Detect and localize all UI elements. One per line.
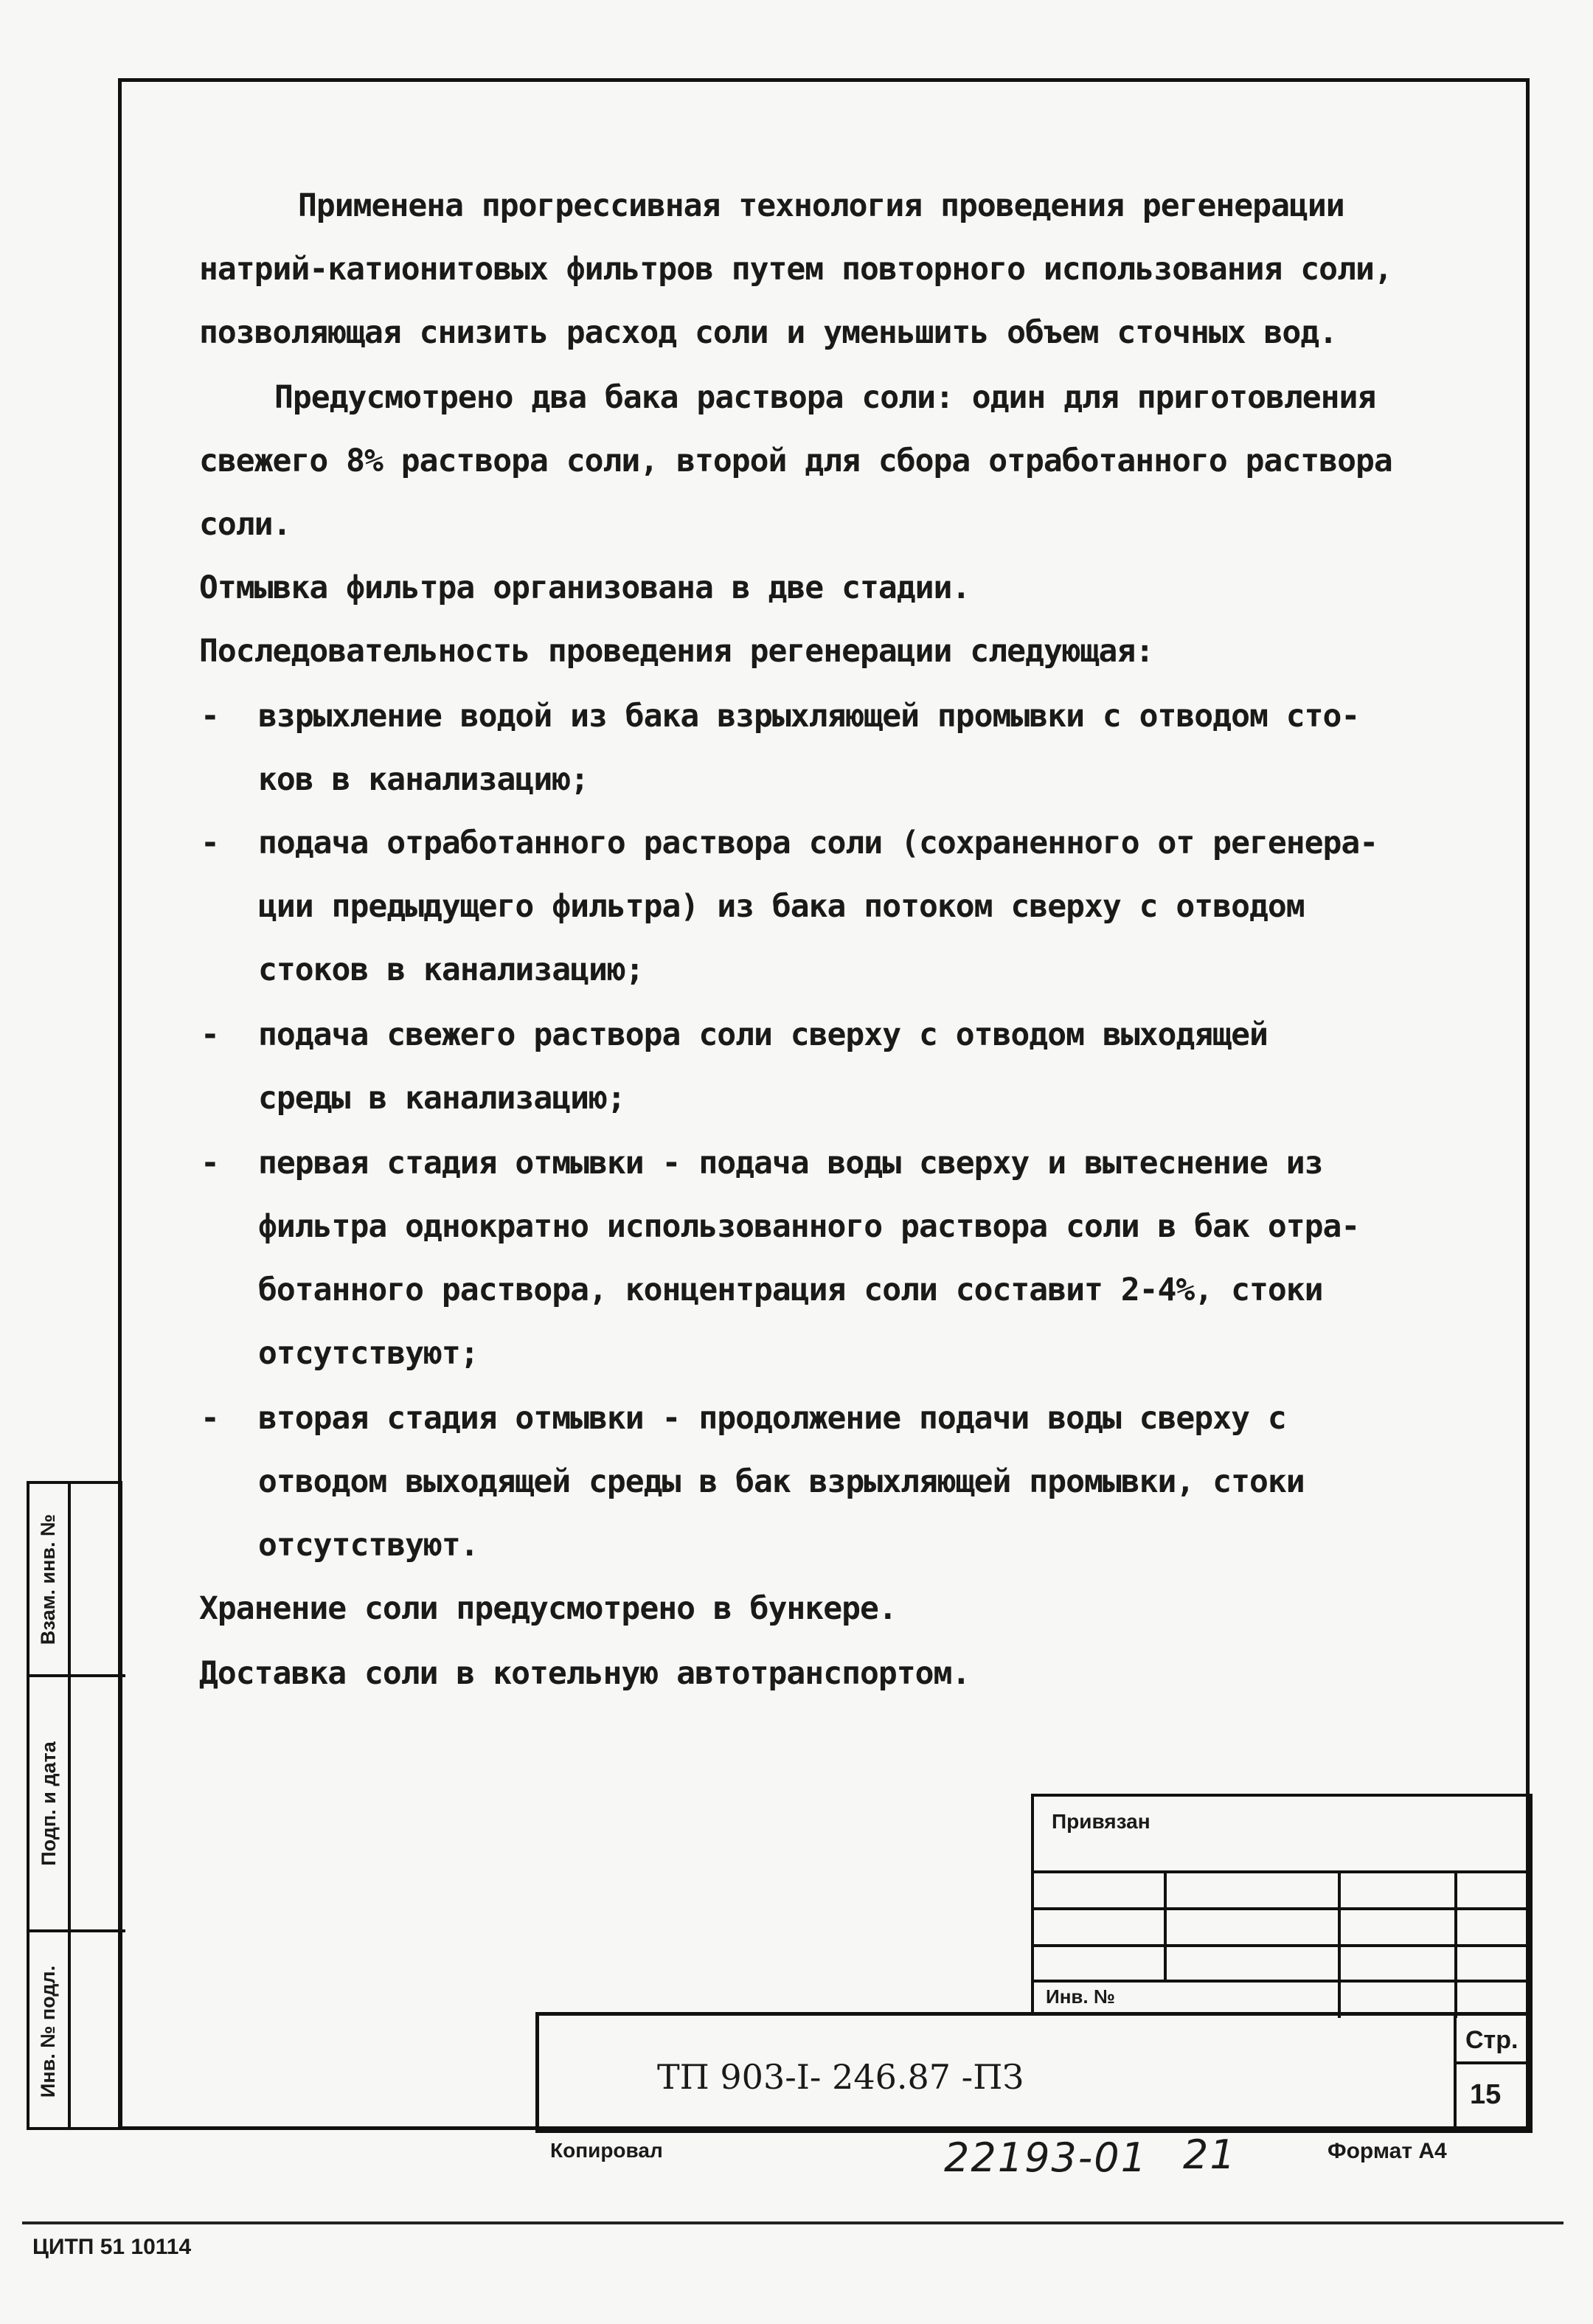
list-item-line: отсутствуют; bbox=[258, 1335, 479, 1372]
grid-line bbox=[1034, 1907, 1533, 1910]
list-item-line: ков в канализацию; bbox=[258, 761, 589, 798]
page-number: 15 bbox=[1470, 2079, 1502, 2110]
paragraph-line: свежего 8% раствора соли, второй для сбора отработанного раствора bbox=[199, 443, 1392, 479]
privyazan-table bbox=[1031, 1794, 1533, 2015]
list-dash: - bbox=[201, 698, 219, 735]
format-label: Формат А4 bbox=[1328, 2139, 1447, 2163]
paragraph-line: Предусмотрено два бака раствора соли: один для приготовления bbox=[274, 379, 1376, 416]
list-item-line: стоков в канализацию; bbox=[258, 951, 644, 988]
paragraph-line: Отмывка фильтра организована в две стадии. bbox=[199, 569, 971, 606]
inv-no-label: Инв. № bbox=[1046, 1985, 1115, 2008]
list-dash: - bbox=[201, 1145, 219, 1182]
side-stamp bbox=[27, 1481, 122, 2130]
grid-line bbox=[1034, 1944, 1533, 1947]
list-item-line: ции предыдущего фильтра) из бака потоком сверху с отводом bbox=[258, 888, 1305, 925]
page-label: Стр. bbox=[1465, 2026, 1519, 2054]
side-label-inv-podl: Инв. № подл. bbox=[37, 1965, 60, 2098]
side-label-podp-data: Подп. и дата bbox=[37, 1741, 60, 1866]
grid-line bbox=[1034, 1980, 1533, 1983]
paragraph-line: Применена прогрессивная технология проведения регенерации bbox=[298, 187, 1344, 224]
paragraph-line: Хранение соли предусмотрено в бункере. bbox=[199, 1590, 897, 1627]
list-item-line: подача отработанного раствора соли (сохраненного от регенера- bbox=[258, 825, 1378, 861]
list-item-line: отводом выходящей среды в бак взрыхляющей промывки, стоки bbox=[258, 1463, 1305, 1500]
grid-line bbox=[1454, 2061, 1532, 2064]
handwritten-number: 22193-01 bbox=[944, 2134, 1148, 2181]
side-divider bbox=[68, 1484, 71, 2127]
bottom-rule bbox=[22, 2221, 1564, 2224]
list-item-line: среды в канализацию; bbox=[258, 1080, 625, 1117]
paragraph-line: натрий-катионитовых фильтров путем повторного использования соли, bbox=[199, 251, 1392, 288]
grid-line bbox=[1454, 1870, 1457, 2018]
list-item-line: вторая стадия отмывки - продолжение подачи воды сверху с bbox=[258, 1400, 1286, 1437]
list-dash: - bbox=[201, 825, 219, 861]
list-dash: - bbox=[201, 1016, 219, 1053]
paragraph-line: Последовательность проведения регенерации следующая: bbox=[199, 633, 1154, 670]
paragraph-line: соли. bbox=[199, 506, 291, 543]
handwritten-sheet: 21 bbox=[1183, 2132, 1237, 2178]
bottom-code: ЦИТП 51 10114 bbox=[32, 2235, 192, 2259]
paragraph-line: позволяющая снизить расход соли и уменьшить объем сточных вод. bbox=[199, 314, 1338, 351]
kopiroval-label: Копировал bbox=[550, 2139, 663, 2162]
grid-line bbox=[1164, 1870, 1167, 1980]
grid-line bbox=[1338, 1870, 1341, 2018]
document-code: ТП 903-I- 246.87 -ПЗ bbox=[657, 2057, 1024, 2097]
list-item-line: подача свежего раствора соли сверху с отводом выходящей bbox=[258, 1016, 1268, 1053]
list-item-line: отсутствуют. bbox=[258, 1527, 479, 1564]
list-dash: - bbox=[201, 1400, 219, 1437]
list-item-line: ботанного раствора, концентрация соли составит 2-4%, стоки bbox=[258, 1272, 1323, 1308]
privyazan-label: Привязан bbox=[1052, 1810, 1150, 1833]
list-item-line: первая стадия отмывки - подача воды сверху и вытеснение из bbox=[258, 1145, 1323, 1182]
paragraph-line: Доставка соли в котельную автотранспортом. bbox=[199, 1655, 971, 1692]
side-label-vzam-inv: Взам. инв. № bbox=[37, 1513, 60, 1645]
list-item-line: взрыхление водой из бака взрыхляющей промывки с отводом сто- bbox=[258, 698, 1360, 735]
title-block bbox=[535, 2012, 1533, 2133]
grid-line bbox=[1034, 1870, 1533, 1873]
list-item-line: фильтра однократно использованного раствора соли в бак отра- bbox=[258, 1208, 1360, 1245]
grid-line bbox=[1454, 2016, 1457, 2131]
